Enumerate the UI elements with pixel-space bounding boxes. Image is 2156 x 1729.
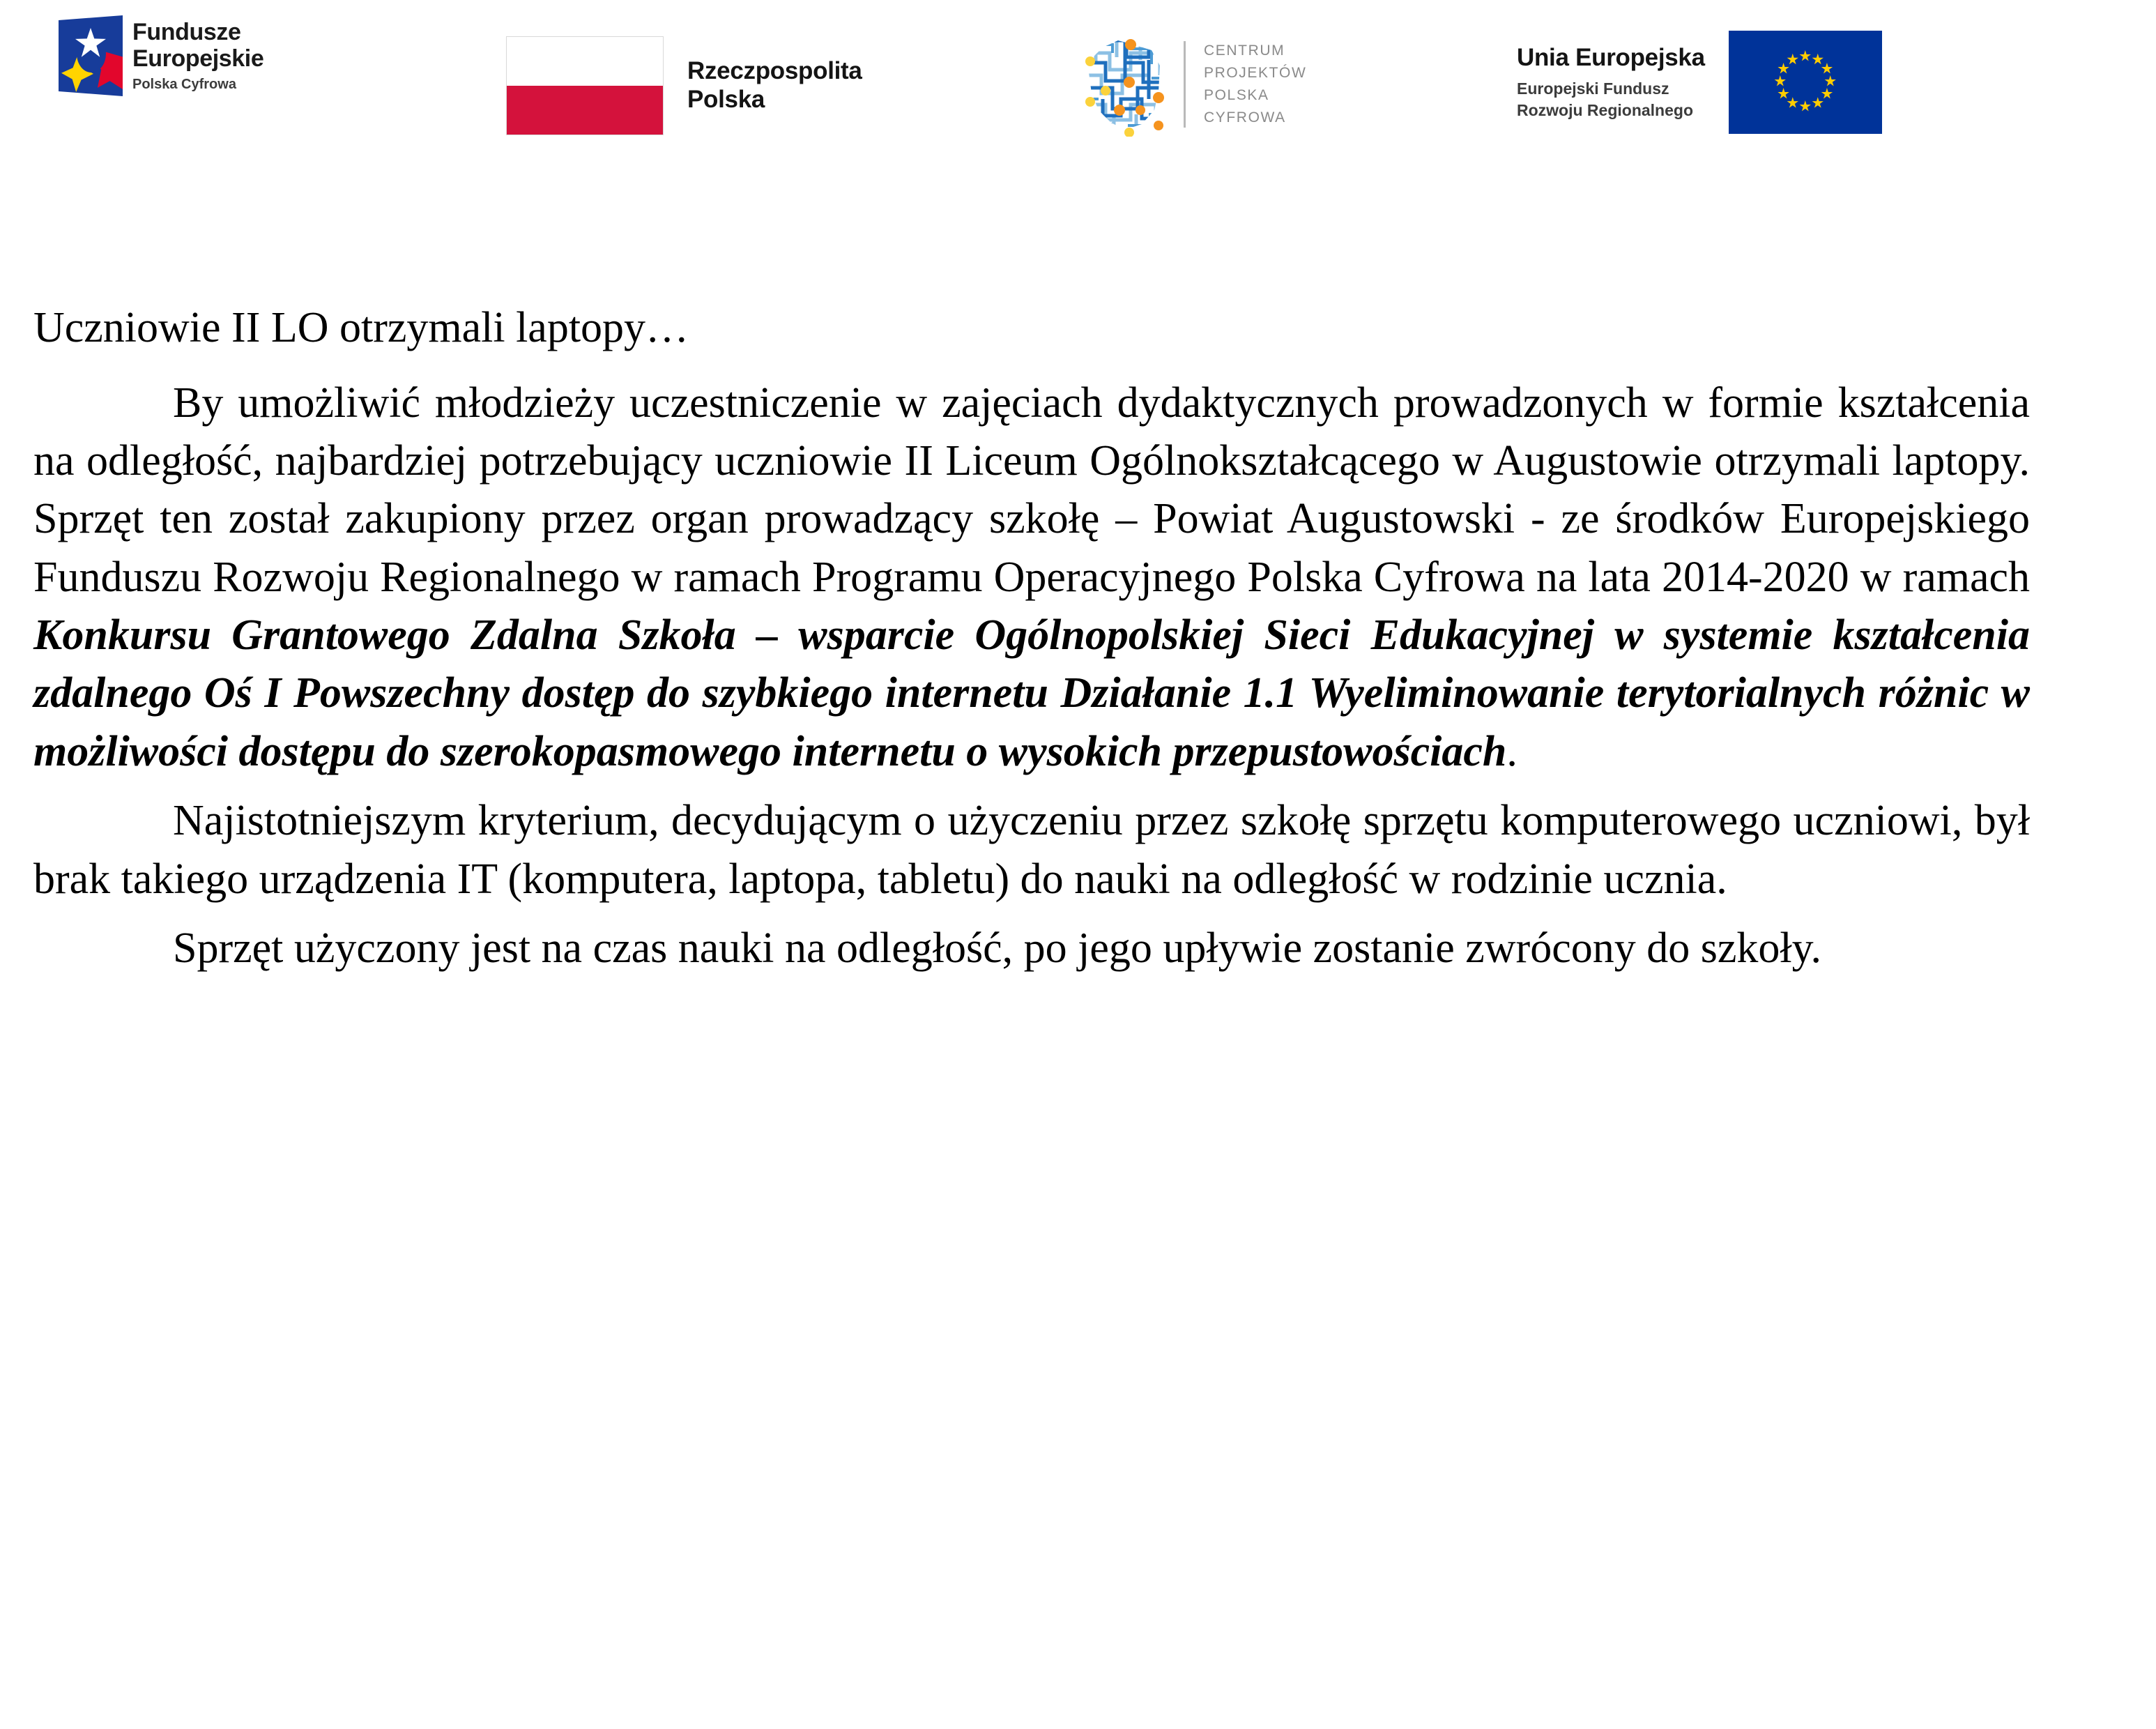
document-title: Uczniowie II LO otrzymali laptopy… (33, 304, 689, 351)
fe-line-2: Europejskie (132, 45, 264, 72)
eu-star-12 (1787, 54, 1798, 66)
cppc-vertical-divider (1184, 41, 1186, 128)
eu-star-3 (1821, 63, 1833, 75)
logo-rzeczpospolita-polska (506, 36, 862, 135)
document-body (33, 300, 2030, 977)
ue-line-3: Rozwoju Regionalnego (1517, 101, 1693, 119)
eu-star-5 (1821, 88, 1833, 100)
eu-star-10 (1774, 75, 1786, 87)
rzeczpospolita-polska-wordmark (687, 57, 862, 114)
logo-unia-europejska (1517, 31, 1882, 134)
cppc-circuit-map-icon (1082, 32, 1165, 137)
cppc-line-3: POLSKA (1204, 87, 1269, 103)
eu-funding-logo-bar (0, 0, 2156, 209)
fe-line-3: Polska Cyfrowa (132, 77, 236, 93)
ue-line-1: Unia Europejska (1517, 43, 1705, 71)
cppc-line-1: CENTRUM (1204, 43, 1285, 59)
cppc-line-4: CYFROWA (1204, 109, 1286, 125)
eu-star-8 (1787, 97, 1798, 109)
poland-flag-icon (506, 36, 664, 135)
cppc-line-2: PROJEKTÓW (1204, 65, 1307, 82)
eu-star-6 (1812, 97, 1824, 109)
eu-star-1 (1799, 50, 1811, 62)
paragraph-1-run-normal-1: By umożliwić młodzieży uczestniczenie w zajęciach dydaktycznych prowadzonych w formie kształcenia na odległość, najbardziej potrzebujący uczniowie II Liceum Ogólnokształcącego w Augustowie otrzymali laptopy. Sprzęt ten został zakupiony przez organ prowadzący szkołę – Powiat Augustowski - ze środków Europejskiego Funduszu Rozwoju Regionalnego w ramach Programu Operacyjnego Polska Cyfrowa na lata 2014-2020 w ramach (33, 379, 2030, 601)
paragraph-3 (33, 920, 2030, 977)
paragraph-1-run-normal-2: . (1506, 727, 1517, 775)
logo-centrum-projektow-polska-cyfrowa (1082, 32, 1306, 137)
paragraph-1-run-bold-italic: Konkursu Grantowego Zdalna Szkoła – wsparcie Ogólnopolskiej Sieci Edukacyjnej w systemie kształcenia zdalnego Oś I Powszechny dostęp do szybkiego internetu Działanie 1.1 Wyeliminowanie terytorialnych różnic w możliwości dostępu do szerokopasmowego internetu o wysokich przepustowościach (33, 611, 2030, 775)
fundusze-europejskie-wordmark (132, 19, 263, 93)
fundusze-europejskie-mark-icon (59, 15, 123, 96)
european-union-flag-icon (1729, 31, 1882, 134)
unia-europejska-wordmark (1517, 43, 1705, 122)
paragraph-1 (33, 374, 2030, 782)
eu-star-11 (1777, 63, 1789, 75)
paragraph-2-run-normal-1: Najistotniejszym kryterium, decydującym o użyczeniu przez szkołę sprzętu komputerowego uczniowi, był brak takiego urządzenia IT (komputera, laptopa, tabletu) do nauki na odległość w rodzinie ucznia. (33, 797, 2030, 903)
ue-line-2: Europejski Fundusz (1517, 79, 1669, 98)
cppc-wordmark (1204, 40, 1306, 129)
paragraph-2 (33, 792, 2030, 908)
rp-line-2: Polska (687, 86, 765, 113)
fe-line-1: Fundusze (132, 18, 241, 45)
eu-star-4 (1824, 75, 1836, 87)
rp-line-1: Rzeczpospolita (687, 57, 862, 85)
eu-star-2 (1812, 54, 1824, 66)
logo-fundusze-europejskie (59, 15, 263, 96)
eu-star-7 (1799, 100, 1811, 112)
paragraph-3-run-normal-1: Sprzęt użyczony jest na czas nauki na odległość, po jego upływie zostanie zwrócony do szkoły. (173, 924, 1822, 972)
eu-star-9 (1777, 88, 1789, 100)
